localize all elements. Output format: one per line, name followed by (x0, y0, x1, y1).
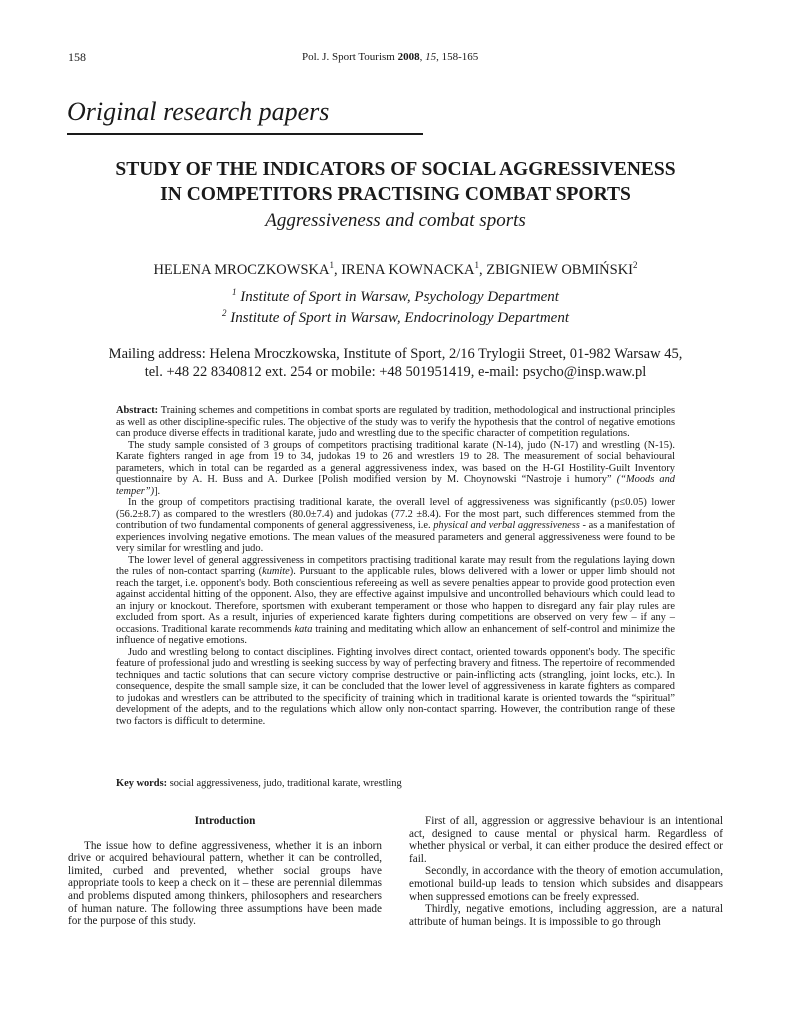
section-divider (67, 133, 423, 135)
journal-volume: 15 (425, 51, 437, 63)
abstract-paragraph (116, 440, 675, 498)
mailing-line-1: Mailing address: Helena Mroczkowska, Institute of Sport, 2/16 Trylogii Street, 01-982 Warsaw 45, (108, 346, 683, 362)
abstract-italic: (“Moods and temper”) (116, 474, 675, 497)
page-number: 158 (68, 50, 86, 64)
title-line-1: STUDY OF THE INDICATORS OF SOCIAL AGGRESSIVENESS (115, 159, 676, 180)
affiliation-mark: 1 (232, 287, 237, 297)
affiliation-text: Institute of Sport in Warsaw, Endocrinology Department (226, 310, 569, 326)
section-label: Original research papers (67, 97, 330, 126)
body-paragraph: First of all, aggression or aggressive behaviour is an intentional act, designed to cause mental or physical harm. Regardless of whether physical or verbal, it can either produce the desired effect or fail. (409, 815, 723, 865)
abstract-italic: kumite (262, 566, 290, 577)
journal-pages: , 158-165 (436, 51, 479, 63)
section-heading-introduction: Introduction (194, 815, 256, 827)
body-paragraph: Thirdly, negative emotions, including aggression, are a natural attribute of human beings. It is impossible to go through (409, 903, 723, 928)
abstract (116, 405, 675, 727)
body-paragraph: Secondly, in accordance with the theory of emotion accumulation, emotional build-up leads to tension which subsides and disappears when suppressed emotions can be freely expressed. (409, 865, 723, 903)
article-subtitle: Aggressiveness and combat sports (265, 210, 526, 231)
mailing-line-2: tel. +48 22 8340812 ext. 254 or mobile: +48 501951419, e-mail: psycho@insp.waw.pl (144, 364, 647, 380)
abstract-text: The study sample consisted of 3 groups of competitors practising traditional karate (N-14), judo (N-17) and wrestling (N-15). Karate fighters ranged in age from 19 to 34, judokas 19 to 26 and wrestlers 19 to 28. The measurement of social behavioural parameters, which in total can be regarded as a general aggressiveness index, was based on the H-GI Hostility-Guilt Inventory questionnaire by A. H. Buss and A. Durkee [Polish modified version by M. Choynowski “Nastroje i humory” (116, 439, 675, 485)
author-affiliation-mark: 2 (633, 260, 638, 270)
journal-sep: , (419, 51, 426, 63)
abstract-text: In the group of competitors practising traditional karate, the overall level of aggressiveness was significantly (p≤0.05) lower (56.2±8.7) as compared to the wrestlers (80.0±7.4) and judokas (77.2 ±8.4). For the most part, such differences stemmed from the contribution of two fundamental components of general aggressiveness, i.e. (116, 497, 675, 531)
author-affiliation-mark: 1 (329, 260, 334, 270)
abstract-italic: kata (294, 623, 313, 635)
abstract-paragraph (116, 555, 675, 647)
abstract-italic: physical and verbal aggressiveness (433, 520, 580, 531)
abstract-paragraph (116, 497, 675, 555)
journal-year: 2008 (397, 51, 420, 63)
abstract-text: Training schemes and competitions in combat sports are regulated by tradition, methodological and instructional principles as well as other discipline-specific rules. The objective of the study was to verify the hypothesis that the control of negative emotions can produce diverse effects in traditional karate, judo and wrestling due to the specific character of competition regulations. (116, 405, 675, 439)
journal-citation (302, 51, 478, 63)
abstract-text: The lower level of general aggressiveness in competitors practising traditional karate may result from the regulations laying down the rules of non-contact sparring ( (116, 554, 675, 577)
body-paragraph: The issue how to define aggressiveness, whether it is an inborn drive or acquired behavioural pattern, whether it can be controlled, limited, curbed and prevented, whether social groups have appropriate tools to keep a check on it – these are perennial dilemmas and problems disputed among thinkers, philosophers and researchers of human nature. The following three assumptions have been made for the purpose of this study. (68, 839, 382, 928)
abstract-label: Abstract: (116, 405, 159, 416)
affiliation-mark: 2 (222, 308, 227, 318)
body-column-left (68, 815, 382, 928)
author-list (0, 260, 791, 279)
author-name: ZBIGNIEW OBMIŃSKI (486, 261, 634, 278)
affiliation-2 (0, 308, 791, 327)
abstract-text: training and meditating which allow an enhancement of self-control and minimize the influence of negative emotions. (116, 623, 675, 646)
article-title (0, 157, 791, 207)
author-affiliation-mark: 1 (474, 260, 480, 270)
mailing-address (0, 345, 791, 381)
abstract-text: ). Pursuant to the applicable rules, blows delivered with a lower or upper limb should not reach the target, i.e. opponent's body. Both conscientious refereeing as well as severe penalties appear to provide good protection even against accidental hitting of the opponent. Also, they are effective against impulsive and uncontrolled behaviours which could lead to an injury or knockout. Therefore, sportsmen with exuberant temperament or those who happen to disregard any fair play rules are excluded from sport. As a result, injuries of experienced karate fighters during competitions are observed on very few – if any – occasions. Traditional karate recommends (116, 566, 676, 635)
abstract-text: Judo and wrestling belong to contact disciplines. Fighting involves direct contact, oriented towards opponent's body. The specific feature of professional judo and wrestling is seeking success by way of perfecting bravery and fitness. The repertoire of recommended techniques and tactic solutions that can secure victory comprise destructive or pain-inflicting acts (strangling, joint locks, etc.). In consequence, despite the small sample size, it can be concluded that the lower level of aggressiveness in karate fighters as compared to judokas and wrestlers can be attributed to the specificity of training which in traditional karate is oriented towards the “spiritual” development of the adepts, and to the regulations which allow only non-contact sparring. However, the contribution range of these two factors is difficult to determine. (116, 646, 675, 727)
keywords-text: social aggressiveness, judo, traditional karate, wrestling (167, 778, 402, 789)
journal-name: Pol. J. Sport Tourism (302, 51, 398, 63)
author-name: IRENA KOWNACKA (341, 261, 475, 278)
abstract-text: ]. (154, 485, 161, 497)
author-separator: , (479, 261, 487, 278)
abstract-paragraph (116, 647, 675, 728)
affiliation-text: Institute of Sport in Warsaw, Psychology Department (236, 289, 559, 305)
author-separator: , (333, 261, 342, 278)
abstract-paragraph (116, 405, 675, 440)
author-name: HELENA MROCZKOWSKA (153, 261, 330, 278)
keywords-label: Key words: (116, 778, 168, 789)
title-line-2: IN COMPETITORS PRACTISING COMBAT SPORTS (160, 184, 631, 205)
affiliation-1 (0, 287, 791, 306)
keywords (116, 778, 675, 789)
body-column-right (409, 815, 723, 928)
abstract-text: - as a manifestation of experiences involving negative emotions. The mean values of the measured parameters and general aggressiveness were found to be very similar for wrestling and judo. (116, 520, 676, 554)
